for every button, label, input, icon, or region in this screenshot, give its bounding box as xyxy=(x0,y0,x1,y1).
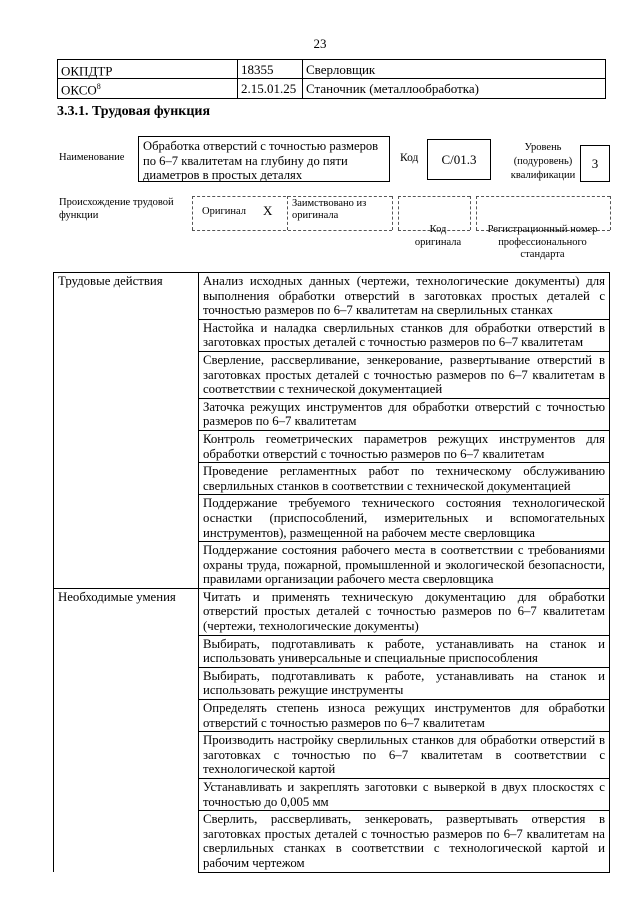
table-cell: Настойка и наладка сверлильных станков для обработки отверстий в заготовках простых деталей с точностью размеров по 6–7 квалитетам xyxy=(199,319,610,351)
origin-label: Происхождение трудовой функции xyxy=(59,197,174,221)
code-original-label: Код оригинала xyxy=(414,224,462,248)
classifier-name: ОКСО$^8$ xyxy=(58,79,238,98)
section-title: 3.3.1. Трудовая функция xyxy=(57,104,211,119)
table-cell: Заточка режущих инструментов для обработки отверстий с точностью размеров по 6–7 квалитетам xyxy=(199,398,610,430)
row-group-label: Трудовые действия xyxy=(54,273,199,589)
code-row xyxy=(58,79,606,98)
code-row xyxy=(58,60,606,79)
table-cell: Производить настройку сверлильных станков для обработки отверстий в заготовках с точностью по 6–7 квалитетам в соответствии с технологической картой xyxy=(199,732,610,779)
table-cell: Определять степень износа режущих инструментов для обработки отверстий с точностью размеров по 6–7 квалитетам xyxy=(199,700,610,732)
original-label: Оригинал xyxy=(202,206,246,217)
table-cell: Контроль геометрических параметров режущих инструментов для обработки отверстий с точностью размеров по 6–7 квалитетам xyxy=(199,430,610,462)
function-name-value: Обработка отверстий с точностью размеров по 6–7 квалитетам на глубину до пяти диаметров в простых деталях xyxy=(143,139,379,182)
page-number: 23 xyxy=(313,36,327,51)
table-row xyxy=(54,273,610,320)
level-box xyxy=(580,145,610,182)
function-name-box xyxy=(138,136,390,182)
classifier-name: ОКПДТР xyxy=(58,60,238,79)
table-cell: Поддержание требуемого технического состояния технологической оснастки (приспособлений, измерительных и вспомогательных инструментов), размещенной на рабочем месте сверловщика xyxy=(199,495,610,542)
table-cell: Сверление, рассверливание, зенкерование, развертывание отверстий в заготовках простых деталей с точностью размеров по 6–7 квалитетам в соответствии с технической документацией xyxy=(199,351,610,398)
classifier-code: 2.15.01.25 xyxy=(238,79,303,98)
function-code-value: С/01.3 xyxy=(441,152,477,167)
table-cell: Поддержание состояния рабочего места в соответствии с требованиями охраны труда, пожарной, промышленной и экологической безопасности, правилами организации рабочего места сверловщика xyxy=(199,542,610,589)
table-cell: Проведение регламентных работ по техническому обслуживанию сверлильных станков в соответствии с технической документацией xyxy=(199,463,610,495)
classifier-title: Сверловщик xyxy=(303,60,606,79)
function-code-box xyxy=(427,139,491,180)
reg-number-label: Регистрационный номер профессионального стандарта xyxy=(487,224,598,260)
original-mark: X xyxy=(263,203,273,218)
classifier-codes-table xyxy=(57,59,606,99)
classifier-title: Станочник (металлообработка) xyxy=(303,79,606,98)
table-row xyxy=(54,588,610,635)
table-cell: Выбирать, подготавливать к работе, устанавливать на станок и использовать режущие инструменты xyxy=(199,667,610,699)
table-cell: Читать и применять техническую документацию для обработки отверстий простых деталей с точностью размеров по 6–7 квалитетам (чертежи, технологические документы) xyxy=(199,588,610,635)
table-cell: Анализ исходных данных (чертежи, технологические документы) для выполнения обработки отверстий в заготовках простых деталей с точностью размеров по 6–7 квалитетам на сверлильных станках xyxy=(199,273,610,320)
function-details-table xyxy=(53,272,610,873)
borrowed-label: Заимствовано из оригинала xyxy=(292,198,367,221)
table-cell: Выбирать, подготавливать к работе, устанавливать на станок и использовать универсальные и специальные приспособления xyxy=(199,635,610,667)
name-label: Наименование xyxy=(59,152,125,163)
classifier-code: 18355 xyxy=(238,60,303,79)
row-group-label: Необходимые умения xyxy=(54,588,199,872)
table-cell: Устанавливать и закреплять заготовки с выверкой в двух плоскостях с точностью до 0,005 мм xyxy=(199,779,610,811)
code-label: Код xyxy=(400,152,419,164)
level-value: 3 xyxy=(591,156,599,171)
table-cell: Сверлить, рассверливать, зенкеровать, развертывать отверстия в заготовках простых деталей с точностью размеров по 6–7 квалитетам на сверлильных станках в соответствии с технологической картой и рабочим чертежом xyxy=(199,811,610,872)
level-label: Уровень (подуровень) квалификации xyxy=(510,142,576,181)
